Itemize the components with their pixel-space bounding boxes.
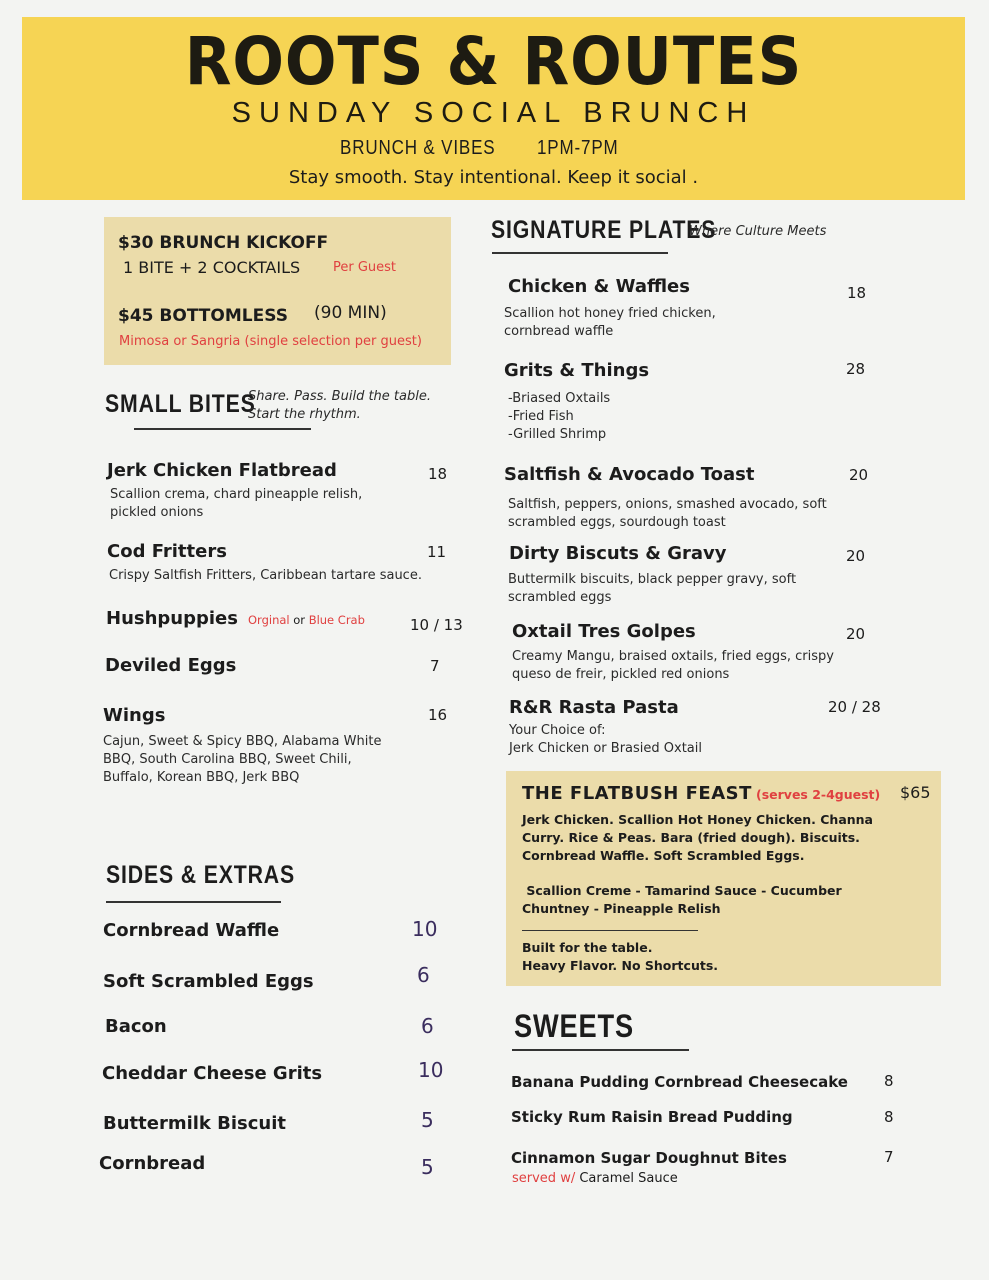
side-item-name: Bacon [105,1016,167,1037]
hushpuppies-options [248,613,365,627]
menu-item-desc: cornbread waffle [504,324,614,339]
sides-heading: SIDES & EXTRAS [106,861,296,889]
side-item-price: 10 [412,917,438,941]
menu-item-desc: Crispy Saltfish Fritters, Caribbean tartare sauce. [109,568,422,583]
side-item-name: Cornbread [99,1153,206,1174]
dessert-name: Banana Pudding Cornbread Cheesecake [511,1073,848,1091]
sweets-heading: SWEETS [514,1008,634,1044]
dessert-name: Sticky Rum Raisin Bread Pudding [511,1108,793,1126]
menu-item-desc: pickled onions [110,505,204,520]
dessert-price: 8 [884,1108,894,1126]
menu-item-name: Dirty Biscuts & Gravy [509,543,727,564]
menu-item-name: Wings [103,705,166,726]
dessert-note [512,1171,678,1186]
feast-serves: (serves 2-4guest) [756,787,881,802]
option-separator: or [293,613,306,627]
menu-item-price: 16 [428,706,448,724]
dessert-price: 8 [884,1072,894,1090]
kickoff-title: $30 BRUNCH KICKOFF [118,233,329,253]
event-label: BRUNCH & VIBES [340,137,496,159]
menu-item-desc: BBQ, South Carolina BBQ, Sweet Chili, [103,752,352,767]
menu-item-name: Saltfish & Avocado Toast [504,464,755,485]
menu-item-name: Hushpuppies [106,608,238,629]
menu-item-price: 20 / 28 [828,698,881,716]
menu-item-desc: scrambled eggs, sourdough toast [508,515,726,530]
menu-item-desc: -Fried Fish [508,409,574,424]
menu-item-price: 10 / 13 [410,616,463,634]
dessert-price: 7 [884,1148,894,1166]
menu-item-price: 18 [428,465,448,483]
divider [106,901,281,903]
feast-line: Chuntney - Pineapple Relish [522,901,721,916]
menu-item-desc: -Grilled Shrimp [508,427,607,442]
menu-item-price: 28 [846,360,866,378]
menu-item-desc: Buttermilk biscuits, black pepper gravy, soft [508,572,797,587]
feast-line: Built for the table. [522,940,653,955]
menu-item-name: R&R Rasta Pasta [509,697,679,718]
dessert-note-prefix: served w/ [512,1171,576,1186]
bottomless-duration: (90 MIN) [314,303,387,323]
divider [522,930,698,931]
menu-item-price: 7 [430,657,440,675]
bottomless-note: Mimosa or Sangria (single selection per guest) [119,334,422,349]
feast-line: Heavy Flavor. No Shortcuts. [522,958,719,973]
side-item-name: Soft Scrambled Eggs [103,971,314,992]
menu-item-desc: -Briased Oxtails [508,391,611,406]
menu-item-price: 20 [846,625,866,643]
feast-line: Curry. Rice & Peas. Bara (fried dough). Biscuits. [522,830,860,845]
menu-item-desc: Cajun, Sweet & Spicy BBQ, Alabama White [103,734,382,749]
kickoff-note: Per Guest [333,260,397,275]
menu-item-name: Grits & Things [504,360,650,381]
feast-price: $65 [900,783,931,802]
feast-title: THE FLATBUSH FEAST [522,783,752,804]
feast-line: Jerk Chicken. Scallion Hot Honey Chicken. Channa [522,812,873,827]
side-item-price: 6 [421,1014,434,1038]
bottomless-title: $45 BOTTOMLESS [118,306,288,326]
menu-item-name: Jerk Chicken Flatbread [107,460,337,481]
option-original: Orginal [248,613,290,627]
side-item-name: Cornbread Waffle [103,920,280,941]
feast-line: Scallion Creme - Tamarind Sauce - Cucumber [522,883,842,898]
menu-item-desc: Saltfish, peppers, onions, smashed avocado, soft [508,497,827,512]
header-banner [22,17,965,200]
menu-item-price: 18 [847,284,867,302]
menu-item-name: Deviled Eggs [105,655,237,676]
feast-line: Cornbread Waffle. Soft Scrambled Eggs. [522,848,805,863]
divider [134,428,311,430]
divider [492,252,668,254]
dessert-name: Cinnamon Sugar Doughnut Bites [511,1149,787,1167]
promo-box [104,217,451,365]
event-hours: 1PM-7PM [537,137,619,159]
signature-heading: SIGNATURE PLATES [491,216,717,244]
side-item-name: Cheddar Cheese Grits [102,1063,323,1084]
side-item-name: Buttermilk Biscuit [103,1113,287,1134]
event-subtitle: SUNDAY SOCIAL BRUNCH [231,97,756,129]
menu-item-desc: Scallion hot honey fried chicken, [504,306,716,321]
menu-item-desc: Your Choice of: [509,723,606,738]
menu-item-desc: scrambled eggs [508,590,612,605]
side-item-price: 6 [417,963,430,987]
side-item-price: 5 [421,1155,434,1179]
feast-box [506,771,941,986]
small-bites-note-2: Start the rhythm. [248,407,361,422]
menu-item-name: Oxtail Tres Golpes [512,621,696,642]
tagline: Stay smooth. Stay intentional. Keep it social . [288,167,699,188]
divider [512,1049,689,1051]
side-item-price: 10 [418,1058,444,1082]
restaurant-title: ROOTS & ROUTES [184,23,803,100]
menu-item-price: 20 [849,466,869,484]
menu-item-desc: Buffalo, Korean BBQ, Jerk BBQ [103,770,300,785]
menu-item-desc: queso de freir, pickled red onions [512,667,730,682]
menu-item-name: Cod Fritters [107,541,227,562]
dessert-note-text: Caramel Sauce [575,1171,678,1186]
small-bites-heading: SMALL BITES [105,390,256,418]
menu-item-desc: Scallion crema, chard pineapple relish, [110,487,363,502]
menu-item-desc: Jerk Chicken or Brasied Oxtail [509,741,702,756]
menu-item-price: 11 [427,543,447,561]
signature-note: Where Culture Meets [689,224,827,239]
menu-item-desc: Creamy Mangu, braised oxtails, fried eggs, crispy [512,649,834,664]
menu-item-price: 20 [846,547,866,565]
menu-item-name: Chicken & Waffles [508,276,690,297]
kickoff-detail: 1 BITE + 2 COCKTAILS [123,258,301,277]
side-item-price: 5 [421,1108,434,1132]
option-blue-crab: Blue Crab [308,613,365,627]
small-bites-note-1: Share. Pass. Build the table. [248,389,431,404]
